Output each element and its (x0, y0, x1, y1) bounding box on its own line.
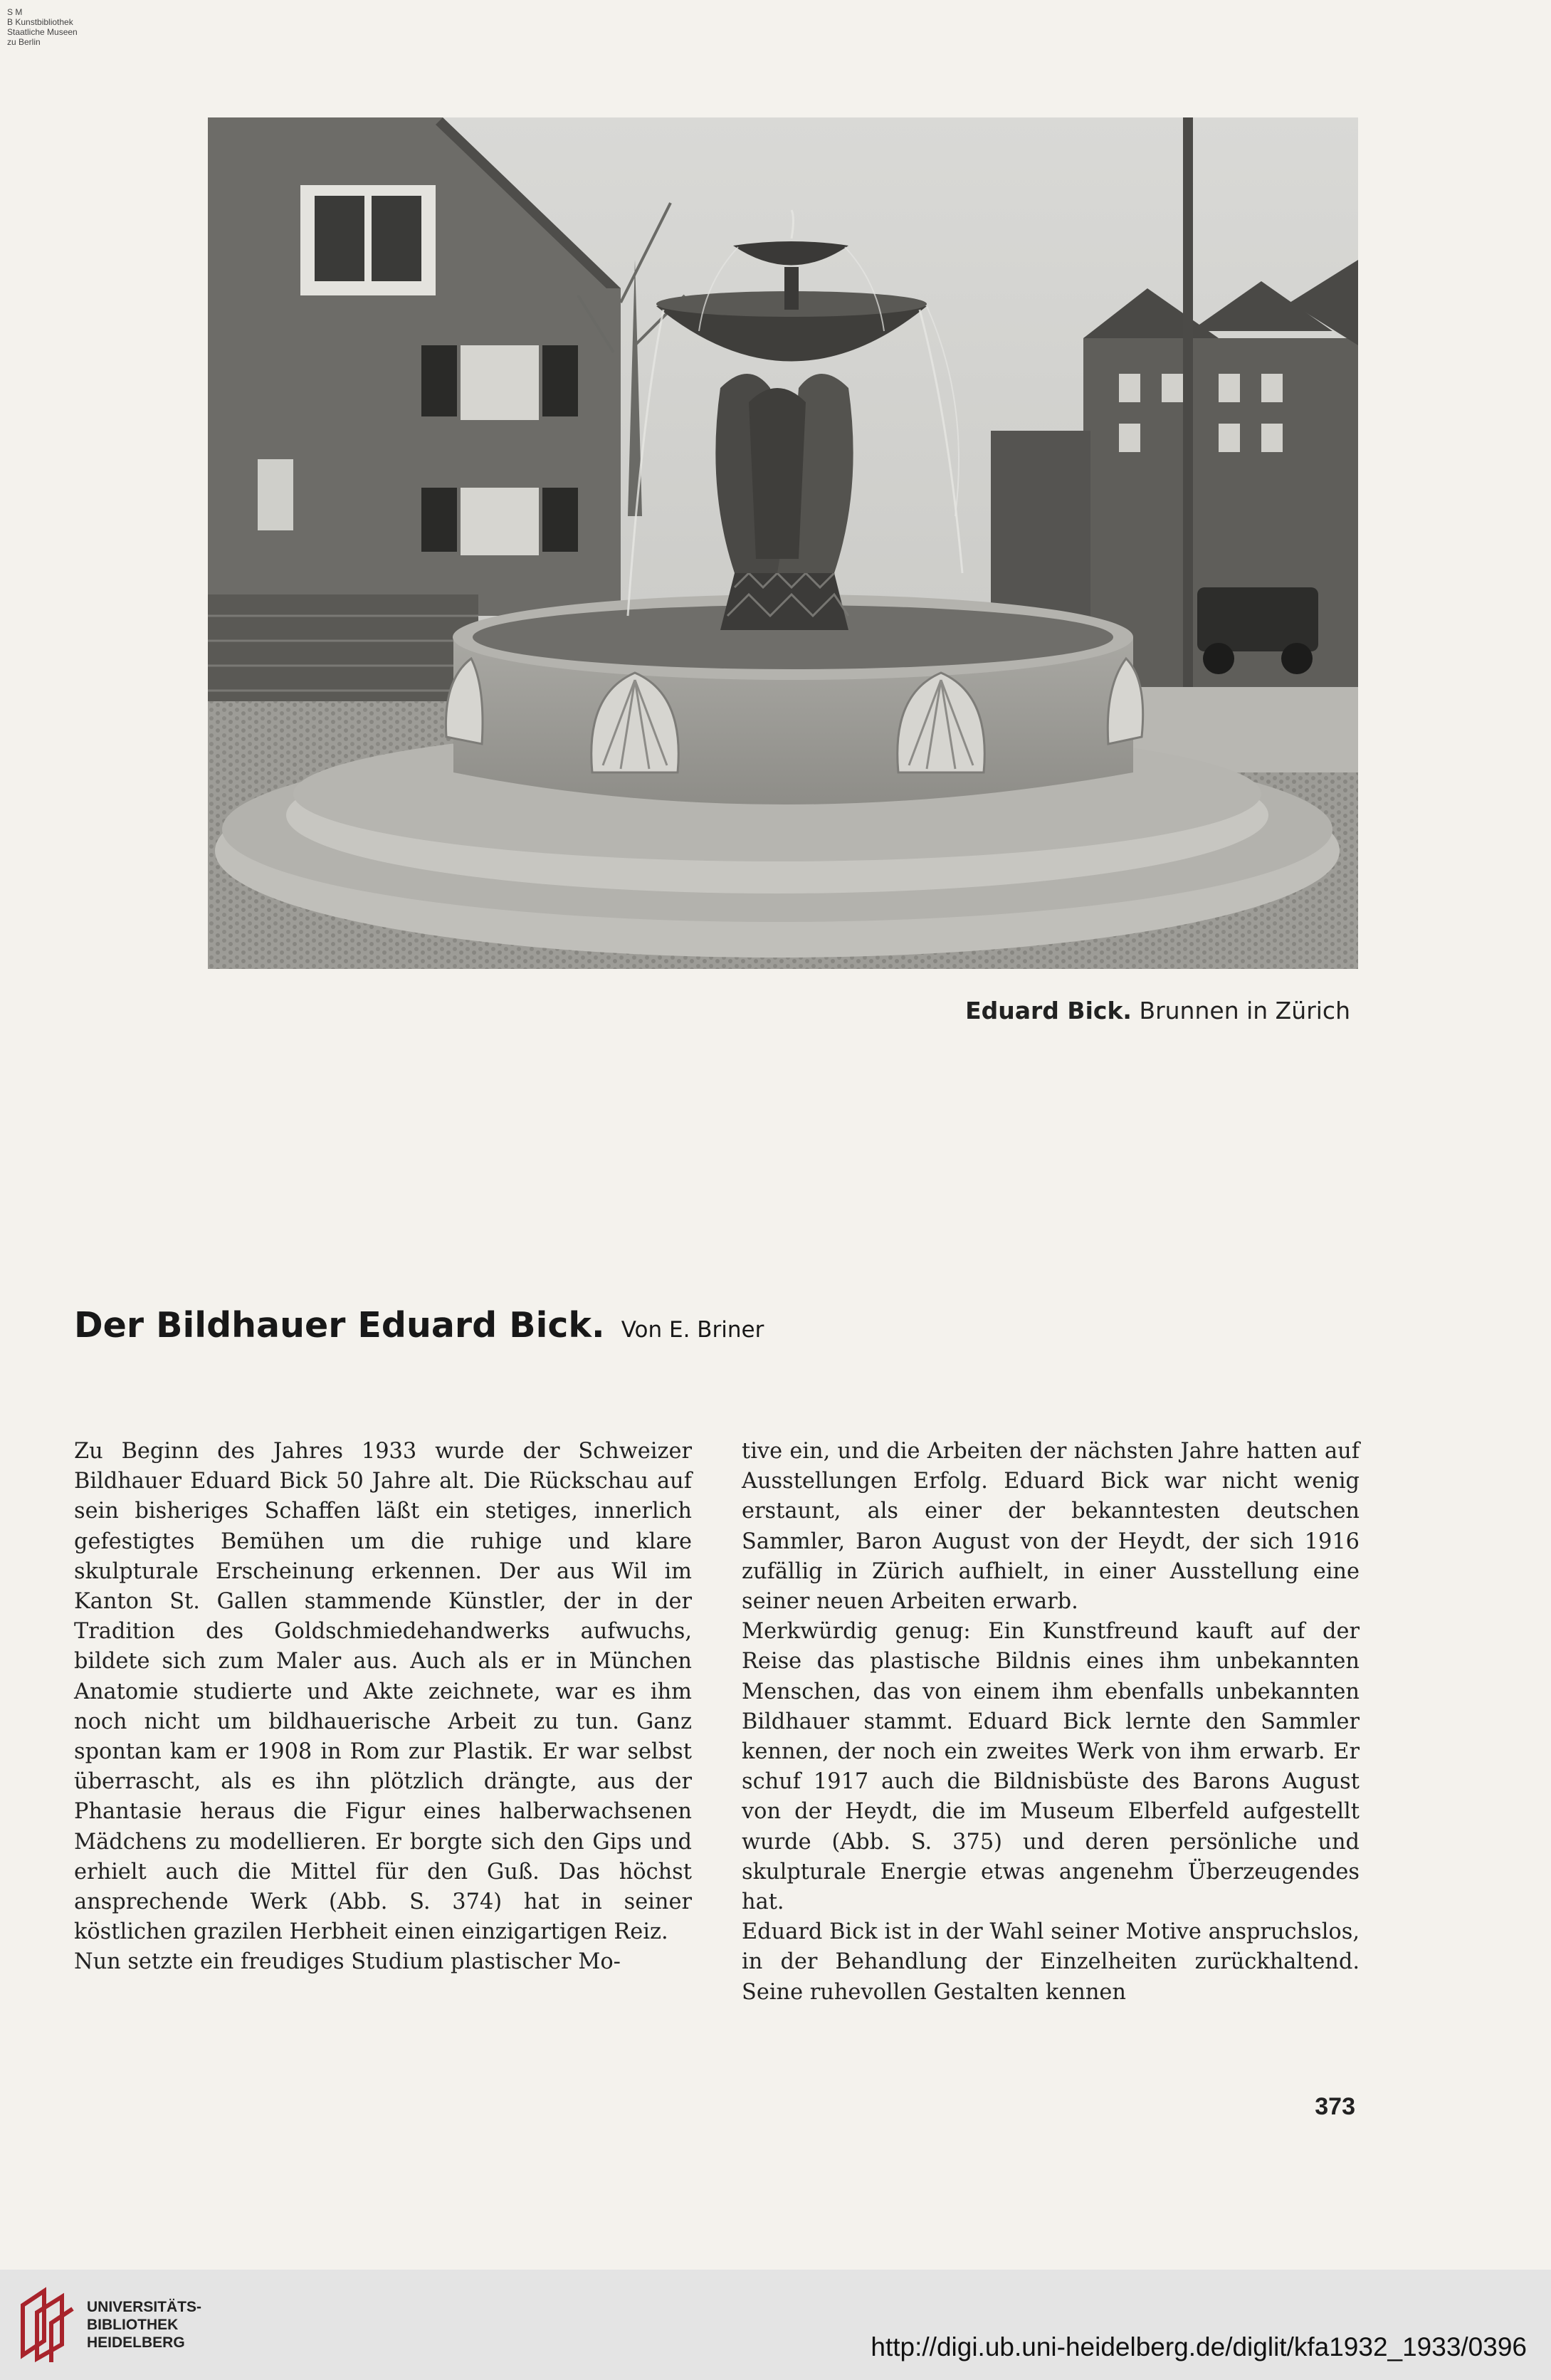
source-url-link[interactable]: http://digi.ub.uni-heidelberg.de/diglit/kfa1932_1933/0396 (871, 2332, 1527, 2361)
fountain-photograph (208, 117, 1358, 969)
article-heading (74, 1305, 764, 1346)
article-author: Von E. Briner (621, 1317, 764, 1343)
paragraph: Eduard Bick ist in der Wahl seiner Motive anspruchslos, in der Behandlung der Einzelheiten zurückhaltend. Seine ruhevollen Gestalten kennen (742, 1919, 1360, 2005)
library-name-line: BIBLIOTHEK (87, 2317, 179, 2333)
text-column-right (742, 1437, 1360, 2008)
caption-title: Brunnen in Zürich (1139, 997, 1350, 1024)
figure-caption (965, 997, 1350, 1024)
text-column-left (74, 1437, 692, 1978)
fountain-photo-illustration (208, 117, 1358, 969)
article-title: Der Bildhauer Eduard Bick. (74, 1305, 605, 1346)
paragraph: tive ein, und die Arbeiten der nächsten Jahre hatten auf Ausstellungen Erfolg. Eduard Bick war nicht wenig erstaunt, als einer der bekanntesten deutschen Sammler, Baron August von der Heydt, der sich 1916 zufällig in Zürich aufhielt, in einer Ausstellung eine seiner neuen Arbeiten erwarb. (742, 1439, 1360, 1615)
museum-stamp (7, 7, 78, 47)
library-name (87, 2298, 201, 2352)
library-footer (0, 2270, 1551, 2380)
library-name-line: UNIVERSITÄTS- (87, 2299, 202, 2315)
stamp-line: zu Berlin (7, 37, 41, 47)
stamp-line: Staatliche Museen (7, 27, 78, 37)
university-library-logo-icon (16, 2284, 80, 2369)
library-name-line: HEIDELBERG (87, 2334, 185, 2351)
paragraph: Merkwürdig genug: Ein Kunstfreund kauft auf der Reise das plastische Bildnis eines ihm unbekannten Menschen, das von einem ihm ebenfalls unbekannten Bildhauer stammt. Eduard Bick lernte den Sammler kennen, der noch ein zweites Werk von ihm erwarb. Er schuf 1917 auch die Bildnisbüste des Barons August von der Heydt, die im Museum Elberfeld aufgestellt wurde (Abb. S. 375) und deren persönliche und skulpturale Energie etwas angenehm Überzeugendes hat. (742, 1619, 1360, 1915)
stamp-line: S M (7, 7, 23, 17)
paragraph: Nun setzte ein freudiges Studium plastischer Mo- (74, 1949, 621, 1975)
page-number: 373 (1315, 2093, 1355, 2120)
caption-artist: Eduard Bick. (965, 997, 1132, 1024)
stamp-line: B Kunstbibliothek (7, 17, 73, 27)
paragraph: Zu Beginn des Jahres 1933 wurde der Schweizer Bildhauer Eduard Bick 50 Jahre alt. Die Rückschau auf sein bisheriges Schaffen läßt ein stetiges, innerlich gefestigtes Bemühen um die ruhige und klare skulpturale Erscheinung erkennen. Der aus Wil im Kanton St. Gallen stammende Künstler, der in der Tradition des Goldschmiedehandwerks aufwuchs, bildete sich zum Maler aus. Auch als er in München Anatomie studierte und Akte zeichnete, war es ihm noch nicht um bildhauerische Arbeit zu tun. Ganz spontan kam er 1908 in Rom zur Plastik. Er war selbst überrascht, als es ihn plötzlich drängte, aus der Phantasie heraus die Figur eines halberwachsenen Mädchens zu modellieren. Er borgte sich den Gips und erhielt auch die Mittel für den Guß. Das höchst ansprechende Werk (Abb. S. 374) hat in seiner köstlichen grazilen Herbheit einen einzigartigen Reiz. (74, 1439, 692, 1945)
